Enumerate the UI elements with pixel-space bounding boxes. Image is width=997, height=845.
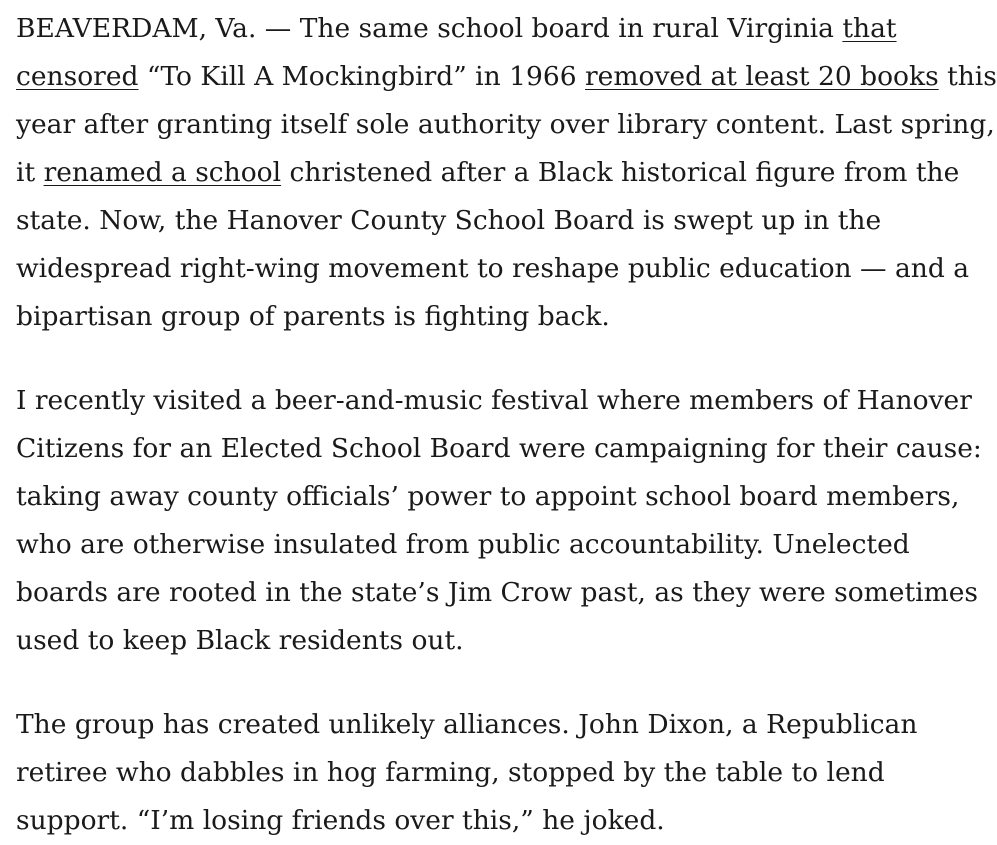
paragraph-1-line-1 bbox=[16, 5, 976, 53]
paragraph-1-line-5: state. Now, the Hanover County School Board is swept up in the bbox=[16, 205, 882, 236]
paragraph-2-line-1: I recently visited a beer-and-music festival where members of Hanover bbox=[16, 385, 972, 416]
paragraph-3 bbox=[16, 701, 976, 845]
paragraph-2-line-5: boards are rooted in the state’s Jim Crow past, as they were sometimes bbox=[16, 577, 979, 608]
paragraph-2-line-3: taking away county officials’ power to appoint school board members, bbox=[16, 481, 960, 512]
paragraph-2-line-6: used to keep Black residents out. bbox=[16, 625, 464, 656]
paragraph-3-line-2: retiree who dabbles in hog farming, stopped by the table to lend bbox=[16, 757, 885, 788]
article-body bbox=[16, 5, 997, 845]
paragraph-1 bbox=[16, 5, 997, 341]
text: this bbox=[938, 61, 997, 92]
text: christened after a Black historical figure from the bbox=[281, 157, 960, 188]
paragraph-1-line-7: bipartisan group of parents is fighting back. bbox=[16, 301, 610, 332]
link-that-censored-part-1[interactable]: that bbox=[842, 13, 897, 44]
link-removed-20-books[interactable]: removed at least 20 books bbox=[585, 61, 939, 92]
paragraph-2-line-4: who are otherwise insulated from public accountability. Unelected bbox=[16, 529, 910, 560]
paragraph-3-line-1: The group has created unlikely alliances. John Dixon, a Republican bbox=[16, 709, 918, 740]
paragraph-2-line-2: Citizens for an Elected School Board were campaigning for their cause: bbox=[16, 433, 982, 464]
paragraph-1-line-4 bbox=[16, 149, 976, 197]
paragraph-1-line-3: year after granting itself sole authority over library content. Last spring, bbox=[16, 109, 995, 140]
paragraph-1-line-6: widespread right-wing movement to reshape public education — and a bbox=[16, 253, 970, 284]
link-that-censored-part-2[interactable]: censored bbox=[16, 61, 139, 92]
link-renamed-a-school[interactable]: renamed a school bbox=[43, 157, 282, 188]
paragraph-3-line-3: support. “I’m losing friends over this,” he joked. bbox=[16, 805, 665, 836]
text: “To Kill A Mockingbird” in 1966 bbox=[138, 61, 586, 92]
text: it bbox=[16, 157, 44, 188]
paragraph-1-line-2 bbox=[16, 53, 997, 101]
text: BEAVERDAM, Va. — The same school board in rural Virginia bbox=[16, 13, 843, 44]
paragraph-2 bbox=[16, 377, 982, 665]
